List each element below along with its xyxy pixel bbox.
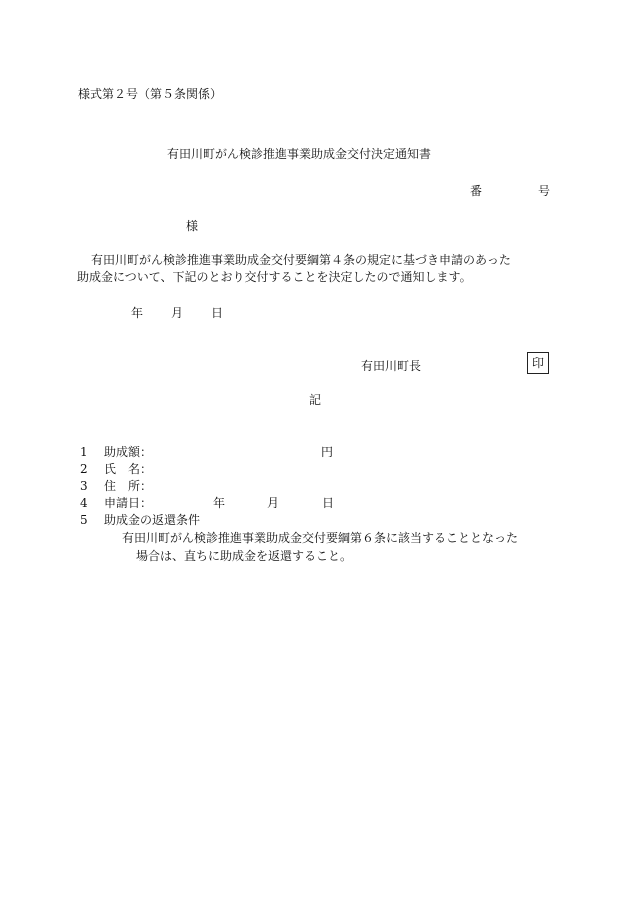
item-amount	[78, 444, 578, 461]
return-condition-text	[122, 529, 578, 565]
application-date-day: 日	[322, 496, 335, 510]
issuer-title: 有田川町長	[361, 359, 422, 373]
issue-date-day: 日	[211, 306, 224, 320]
issue-date-month: 月	[171, 306, 184, 320]
document-number-line	[470, 183, 550, 199]
item-label: 氏 名：	[104, 462, 153, 476]
number-go-label: 号	[538, 184, 551, 198]
item-application-date	[78, 495, 578, 512]
notice-body	[77, 252, 577, 286]
return-condition-line-2: 場合は、直ちに助成金を返還すること。	[136, 549, 353, 563]
document-title: 有田川町がん検診推進事業助成金交付決定通知書	[167, 147, 432, 161]
item-label: 助成額：	[104, 445, 153, 459]
item-number: 1	[80, 445, 88, 459]
seal-box: 印	[527, 352, 549, 374]
item-label: 助成金の返還条件	[104, 513, 201, 527]
notice-body-line-2: 助成金について、下記のとおり交付することを決定したので通知します。	[77, 270, 472, 284]
item-number: 4	[80, 496, 88, 510]
item-number: 3	[80, 479, 88, 493]
item-number: 2	[80, 462, 88, 476]
number-ban-label: 番	[470, 184, 483, 198]
application-date-month: 月	[267, 496, 280, 510]
item-list	[78, 444, 578, 529]
return-condition-line-1: 有田川町がん検診推進事業助成金交付要綱第６条に該当することとなった	[122, 531, 519, 545]
issue-date	[131, 305, 223, 321]
notice-body-line-1: 有田川町がん検診推進事業助成金交付要綱第４条の規定に基づき申請のあった	[91, 253, 511, 267]
item-label: 申請日：	[104, 496, 153, 510]
item-return-condition	[78, 512, 578, 529]
item-name	[78, 461, 578, 478]
issue-date-year: 年	[131, 306, 144, 320]
item-label: 住 所：	[104, 479, 153, 493]
ki-heading: 記	[309, 393, 322, 407]
form-number: 様式第２号（第５条関係）	[78, 87, 223, 101]
addressee-suffix: 様	[186, 219, 199, 233]
item-number: 5	[80, 513, 88, 527]
amount-yen-unit: 円	[321, 445, 334, 459]
item-address	[78, 478, 578, 495]
application-date-year: 年	[213, 496, 226, 510]
